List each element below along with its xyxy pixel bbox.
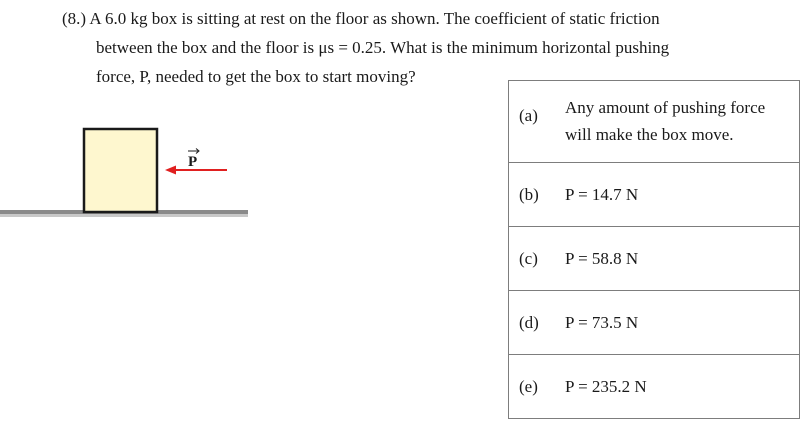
choice-c-text: P = 58.8 N bbox=[565, 249, 639, 268]
choice-d-letter: (d) bbox=[519, 313, 539, 332]
question-line-2: between the box and the floor is μs = 0.25. What is the minimum horizontal pushing bbox=[96, 38, 670, 57]
choice-c[interactable] bbox=[508, 227, 800, 291]
force-arrow-head bbox=[165, 166, 176, 175]
choice-c-letter: (c) bbox=[519, 249, 538, 268]
choice-e[interactable] bbox=[508, 355, 800, 419]
choice-a-letter: (a) bbox=[519, 106, 538, 125]
choice-d[interactable] bbox=[508, 291, 800, 355]
choice-e-letter: (e) bbox=[519, 377, 538, 396]
choice-a[interactable] bbox=[508, 80, 800, 163]
force-label: P bbox=[188, 154, 198, 170]
box-diagram bbox=[0, 120, 260, 230]
question-text bbox=[62, 4, 782, 91]
choice-b-text: P = 14.7 N bbox=[565, 185, 639, 204]
answer-choices bbox=[508, 80, 800, 419]
question-line-3: force, P, needed to get the box to start moving? bbox=[96, 67, 416, 86]
choice-b[interactable] bbox=[508, 163, 800, 227]
box bbox=[84, 129, 157, 212]
choice-d-text: P = 73.5 N bbox=[565, 313, 639, 332]
question-line-1: (8.) A 6.0 kg box is sitting at rest on the floor as shown. The coefficient of static friction bbox=[62, 9, 660, 28]
choice-e-text: P = 235.2 N bbox=[565, 377, 647, 396]
choice-a-text: Any amount of pushing force will make the box move. bbox=[565, 98, 766, 144]
choice-b-letter: (b) bbox=[519, 185, 539, 204]
